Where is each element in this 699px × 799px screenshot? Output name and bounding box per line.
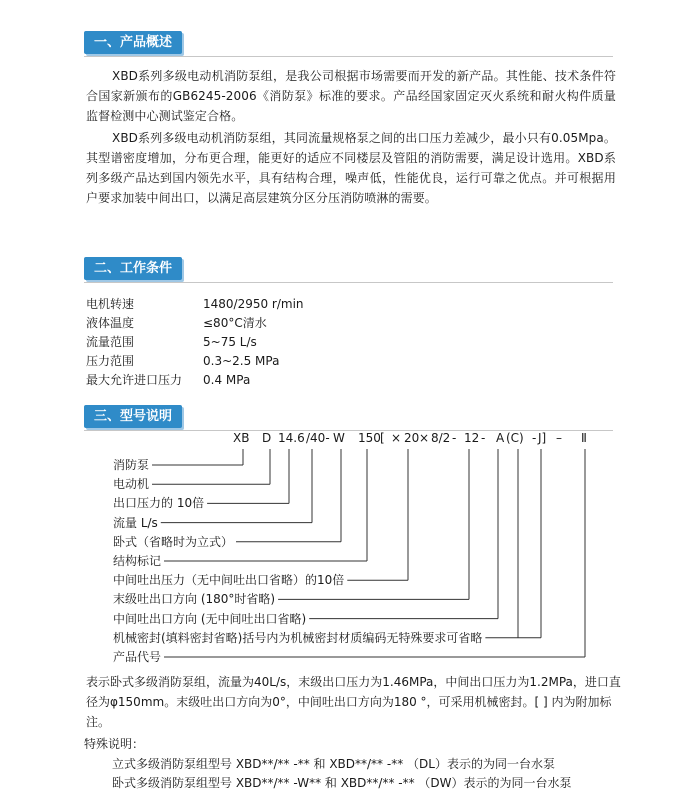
condition-value: 0.3~2.5 MPa [203,354,280,368]
model-code-part: - [452,431,457,445]
model-code-part: - [481,431,486,445]
model-code-part: 20 [404,431,420,445]
model-code-part: [ [380,431,385,445]
model-code-label: 电动机 [113,477,150,492]
special-notes-title: 特殊说明： [84,737,145,751]
model-code-label: 机械密封(填料密封省略)括号内为机械密封材质编码无特殊要求可省略 [113,630,483,645]
model-code-label: 出口压力的 10倍 [113,496,205,511]
model-code-label: 产品代号 [113,650,162,664]
section-heading-model: 三、型号说明 [84,405,182,428]
model-code-part: Ⅱ [581,431,587,445]
model-example: 表示卧式多级消防泵组，流量为40L/s，末级出口压力为1.46MPa，中间出口压力为1.2MPa，进口直径为φ150mm。末级吐出口方向为0°，中间吐出口方向为180 °，可采用机械密封。[ ] 内为附加标注。 [86,675,621,729]
model-code-label: 中间吐出压力（无中间吐出口省略）的10倍 [113,573,345,588]
model-code-part: × [391,431,402,445]
model-code-part: (C) [506,431,524,445]
model-code-part: × [419,431,430,445]
model-code-part: D [262,431,272,445]
section-heading-overview: 一、产品概述 [84,31,182,54]
model-code-label: 末级吐出口方向 (180°时省略) [113,592,276,607]
model-code-label: 中间吐出口方向 (无中间吐出口省略) [113,611,307,626]
model-code-part: – [556,431,562,445]
condition-label: 液体温度 [86,316,135,330]
section-heading-conditions: 二、工作条件 [84,257,182,280]
model-code-label: 卧式（省略时为立式） [113,534,234,549]
model-code-part: XB [233,431,250,445]
model-code-part: W [333,431,345,445]
model-code-part: /40- [306,431,330,445]
model-code-part: J] [538,431,547,445]
condition-value: 1480/2950 r/min [203,297,304,311]
model-code-part: - [532,431,537,445]
condition-value: 5~75 L/s [203,335,257,349]
overview-paragraph-2: XBD系列多级电动机消防泵组，其同流量规格泵之间的出口压力差减少，最小只有0.05Mpa。其型谱密度增加，分布更合理，能更好的适应不同楼层及管阻的消防需要，满足设计选用。XBD系列多级产品达到国内领先水平，具有结构合理，噪声低，性能优良，运行可靠之优点。并可根据用户要求加装中间出口，以满足高层建筑分区分压消防喷淋的需要。 [86,131,616,205]
condition-label: 最大允许进口压力 [86,373,183,387]
condition-value: ≤80°C清水 [203,316,267,330]
model-code-part: 8/2 [431,431,451,445]
condition-label: 电机转速 [86,297,135,311]
condition-label: 压力范围 [86,354,135,368]
model-code-label: 流量 L/s [113,515,158,530]
condition-label: 流量范围 [86,335,135,349]
special-note-horizontal: 卧式多级消防泵组型号 XBD**/** -W** 和 XBD**/** -** （DW）表示的为同一台水泵 [112,776,572,790]
model-code-part: 150 [358,431,381,445]
model-code-part: 14.6 [278,431,305,445]
model-code-label: 结构标记 [113,554,162,568]
overview-paragraph-1: XBD系列多级电动机消防泵组，是我公司根据市场需要而开发的新产品。其性能、技术条件符合国家新颁布的GB6245-2006《消防泵》标准的要求。产品经国家固定灭火系统和耐火构件质量监督检测中心测试鉴定合格。 [86,69,616,123]
condition-value: 0.4 MPa [203,373,251,387]
special-note-vertical: 立式多级消防泵组型号 XBD**/** -** 和 XBD**/** -** （DL）表示的为同一台水泵 [112,757,555,771]
model-code-part: A [496,431,505,445]
model-code-part: 12 [464,431,480,445]
model-code-label: 消防泵 [113,458,150,472]
